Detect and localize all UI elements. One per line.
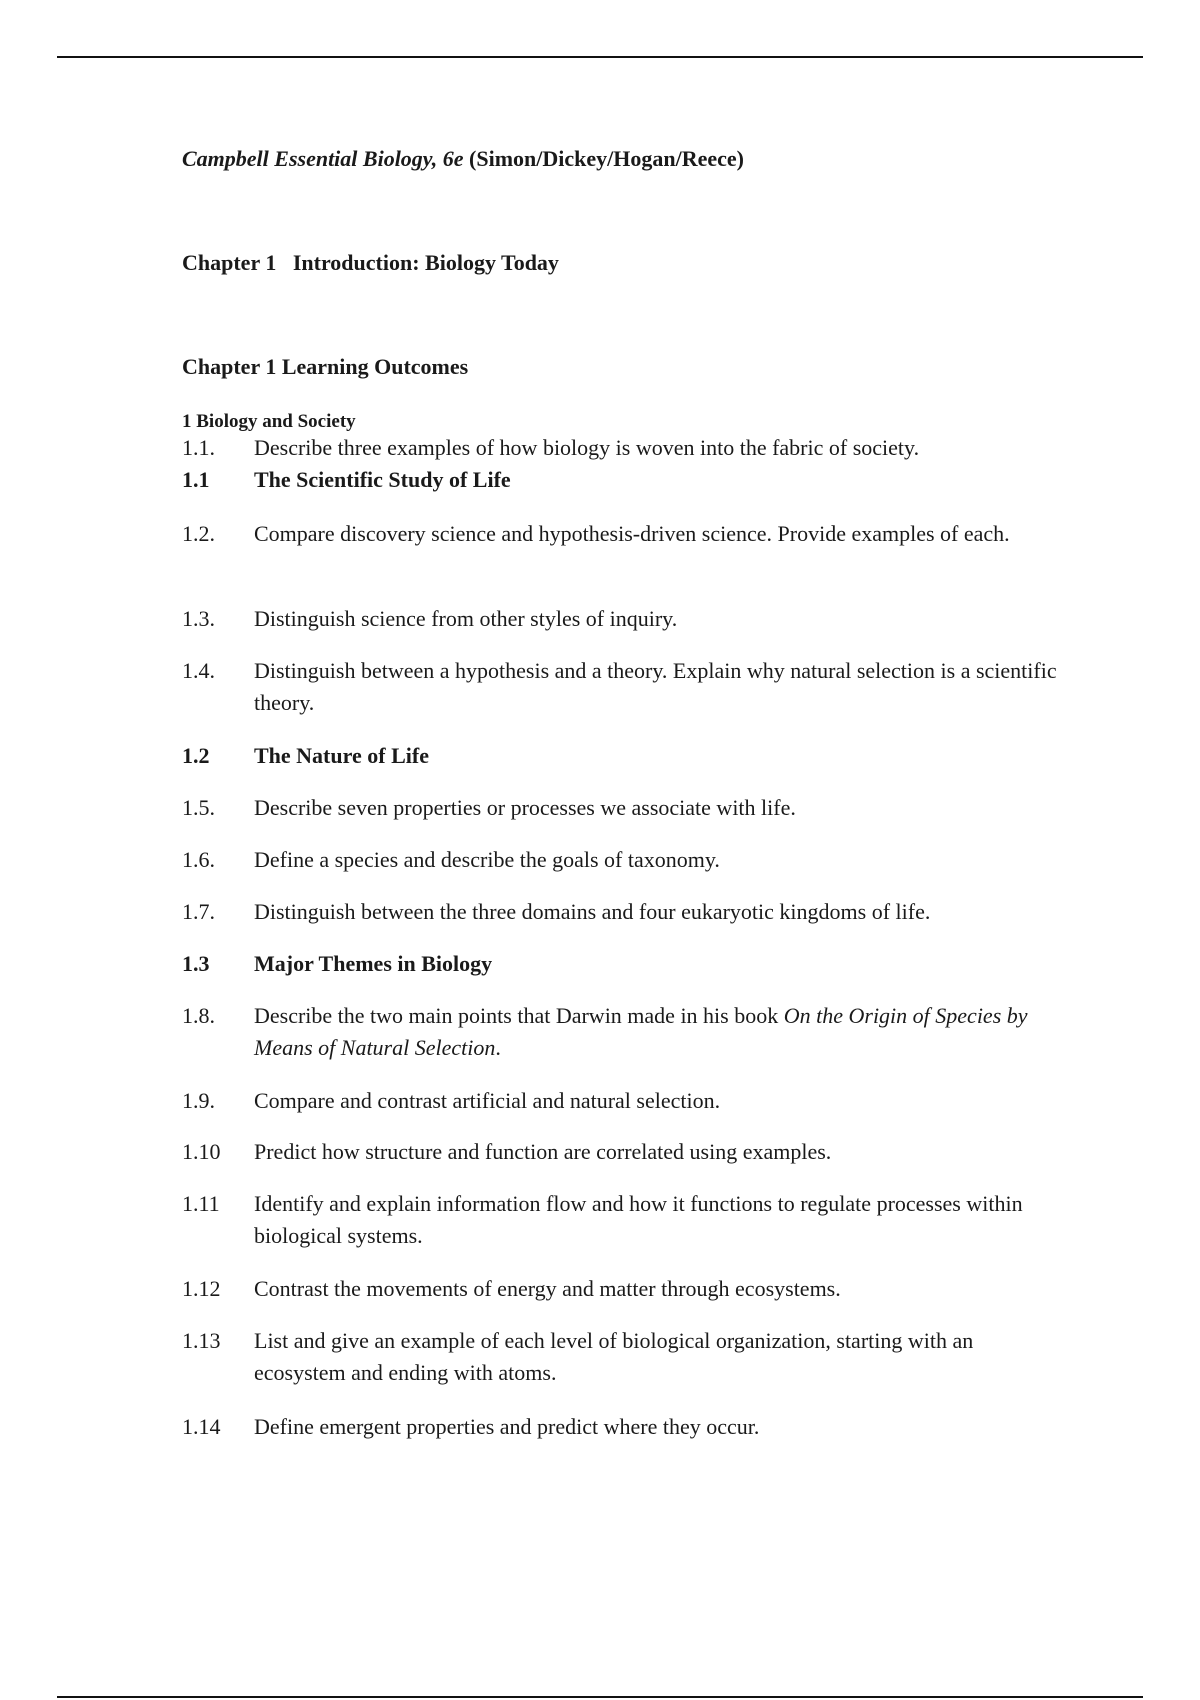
section-heading: [182, 464, 1062, 496]
book-title-name: Campbell Essential Biology, 6e: [182, 146, 464, 171]
outcome-number: 1.14: [182, 1414, 221, 1439]
section-number: 1.2: [182, 743, 210, 768]
outcome-text: Contrast the movements of energy and matter through ecosystems.: [254, 1276, 841, 1301]
outcome-item: [182, 1411, 1062, 1443]
outcome-item: [182, 792, 1062, 824]
outcome-number: 1.10: [182, 1139, 221, 1164]
chapter-title: Chapter 1 Introduction: Biology Today: [182, 250, 559, 275]
outcome-number: 1.9.: [182, 1088, 215, 1113]
outcome-item: [182, 844, 1062, 876]
book-reference: On the Origin of Species by Means of Natural Selection: [254, 1003, 1028, 1060]
outcome-item: [182, 518, 1062, 550]
outcomes-title: Chapter 1 Learning Outcomes: [182, 354, 469, 379]
section-number: 1.1: [182, 467, 210, 492]
outcome-text-end: .: [495, 1035, 501, 1060]
outcome-item: [182, 1085, 1062, 1117]
outcome-text: Describe seven properties or processes we associate with life.: [254, 795, 796, 820]
outcome-number: 1.11: [182, 1191, 220, 1216]
outcome-item: [182, 655, 1062, 719]
outcome-text: Distinguish science from other styles of inquiry.: [254, 606, 678, 631]
outcome-text-lead: Describe the two main points that Darwin made in his book: [254, 1003, 784, 1028]
outcome-text: Compare discovery science and hypothesis-driven science. Provide examples of each.: [254, 521, 1010, 546]
outcome-number: 1.7.: [182, 899, 215, 924]
section-title: Major Themes in Biology: [254, 951, 493, 976]
outcome-text: Describe three examples of how biology is woven into the fabric of society.: [254, 435, 920, 460]
section-heading: [182, 948, 1062, 980]
section-number: 1.3: [182, 951, 210, 976]
outcome-number: 1.13: [182, 1328, 221, 1353]
bottom-rule: [57, 1696, 1143, 1698]
outcome-text: Compare and contrast artificial and natural selection.: [254, 1088, 721, 1113]
outcome-text: List and give an example of each level of biological organization, starting with an ecosystem and ending with atoms.: [254, 1328, 974, 1385]
outcome-number: 1.12: [182, 1276, 221, 1301]
outcome-item: [182, 1000, 1062, 1064]
outcome-text: Identify and explain information flow and how it functions to regulate processes within biological systems.: [254, 1191, 1023, 1248]
outcome-text: Distinguish between the three domains and four eukaryotic kingdoms of life.: [254, 899, 931, 924]
outcome-text: Predict how structure and function are correlated using examples.: [254, 1139, 832, 1164]
book-title: [182, 146, 744, 172]
outcome-item: [182, 1325, 1062, 1389]
outcome-item: [182, 603, 1062, 635]
outcome-item: [182, 1136, 1062, 1168]
section-title: The Scientific Study of Life: [254, 467, 511, 492]
outcome-item: [182, 1188, 1062, 1252]
section-heading: [182, 740, 1062, 772]
outcome-text: Define a species and describe the goals of taxonomy.: [254, 847, 720, 872]
outcome-text: Define emergent properties and predict where they occur.: [254, 1414, 760, 1439]
section-title: The Nature of Life: [254, 743, 429, 768]
top-rule: [57, 56, 1143, 58]
outcome-number: 1.4.: [182, 658, 215, 683]
outcome-number: 1.6.: [182, 847, 215, 872]
outcome-item: [182, 896, 1062, 928]
outcome-number: 1.2.: [182, 521, 215, 546]
outcome-item: [182, 1273, 1062, 1305]
outcome-number: 1.3.: [182, 606, 215, 631]
outcome-item: [182, 432, 1062, 464]
book-title-authors: (Simon/Dickey/Hogan/Reece): [469, 146, 744, 171]
outcome-text: Distinguish between a hypothesis and a theory. Explain why natural selection is a scientific theory.: [254, 658, 1057, 715]
section-heading-society: 1 Biology and Society: [182, 411, 356, 432]
outcome-number: 1.5.: [182, 795, 215, 820]
outcome-text: [254, 1000, 1062, 1064]
outcome-number: 1.8.: [182, 1003, 215, 1028]
outcome-number: 1.1.: [182, 435, 215, 460]
